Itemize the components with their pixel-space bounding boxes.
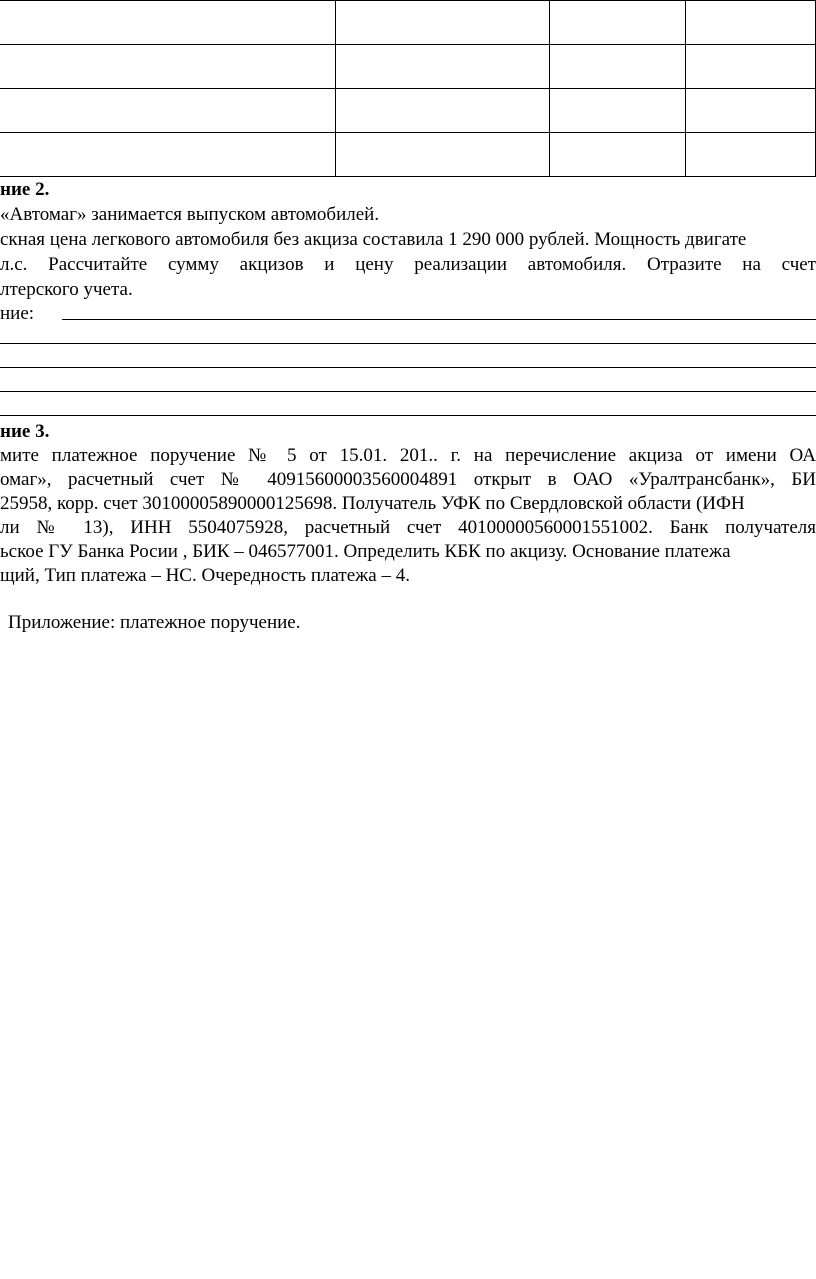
table-cell	[550, 133, 686, 177]
table-row	[0, 1, 816, 45]
table-cell	[336, 45, 550, 89]
task3-line-3: 25958, корр. счет 30100005890000125698. Получатель УФК по Свердловской области (ИФН	[0, 493, 745, 514]
table-row	[0, 45, 816, 89]
table-cell	[0, 133, 336, 177]
answer-line	[0, 343, 816, 344]
task2-line-4: лтерского учета.	[0, 279, 133, 300]
table-cell	[336, 89, 550, 133]
table-cell	[686, 133, 816, 177]
task3-line-4: ли № 13), ИНН 5504075928, расчетный счет 40100000560001551002. Банк получателя	[0, 517, 816, 538]
table-cell	[0, 89, 336, 133]
table-row	[0, 89, 816, 133]
table-cell	[336, 133, 550, 177]
task2-line-3: л.с. Рассчитайте сумму акцизов и цену реализации автомобиля. Отразите на счет	[0, 254, 816, 275]
task2-heading: ние 2.	[0, 179, 50, 200]
blank-table	[0, 0, 816, 177]
appendix-text: Приложение: платежное поручение.	[8, 612, 301, 633]
task3-line-6: щий, Тип платежа – НС. Очередность платежа – 4.	[0, 565, 410, 586]
answer-line	[0, 367, 816, 368]
task3-line-1: мите платежное поручение № 5 от 15.01. 201.. г. на перечисление акциза от имени ОА	[0, 445, 816, 466]
table-cell	[686, 45, 816, 89]
answer-line	[0, 391, 816, 392]
task3-line-2: омаг», расчетный счет № 40915600003560004891 открыт в ОАО «Уралтрансбанк», БИ	[0, 469, 816, 490]
solution-label: ние:	[0, 303, 35, 324]
task2-line-1: «Автомаг» занимается выпуском автомобилей.	[0, 204, 380, 225]
task3-line-5: ьское ГУ Банка Росии , БИК – 046577001. Определить КБК по акцизу. Основание платежа	[0, 541, 731, 562]
task2-line-2: скная цена легкового автомобиля без акциза составила 1 290 000 рублей. Мощность двигате	[0, 229, 747, 250]
table-cell	[0, 45, 336, 89]
table-cell	[550, 89, 686, 133]
answer-line	[0, 415, 816, 416]
table-cell	[550, 1, 686, 45]
table-cell	[686, 89, 816, 133]
table-cell	[336, 1, 550, 45]
task3-heading: ние 3.	[0, 421, 50, 442]
table-cell	[686, 1, 816, 45]
table-cell	[0, 1, 336, 45]
solution-fill-line	[62, 319, 816, 320]
table-cell	[550, 45, 686, 89]
table-row	[0, 133, 816, 177]
